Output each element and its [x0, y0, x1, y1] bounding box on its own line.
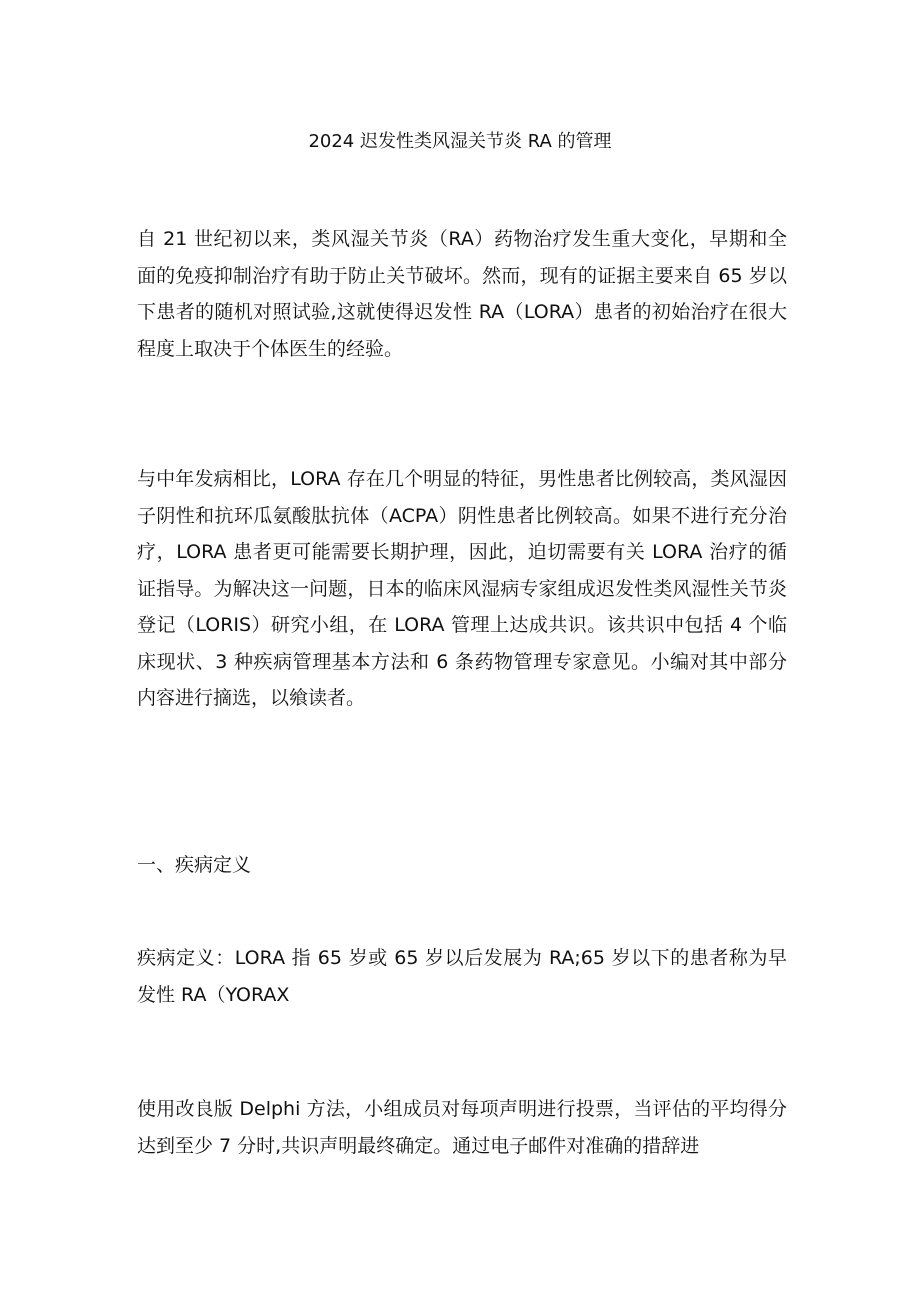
features-paragraph: 与中年发病相比，LORA 存在几个明显的特征，男性患者比例较高，类风湿因子阴性和抗环瓜氨酸肽抗体（ACPA）阴性患者比例较高。如果不进行充分治疗，LORA 患者更可能需要长期护理，因此，迫切需要有关 LORA 治疗的循证指导。为解决这一问题，日本的临床风湿病专家组成迟发性类风湿性关节炎登记（LORIS）研究小组，在 LORA 管理上达成共识。该共识中包括 4 个临床现状、3 种疾病管理基本方法和 6 条药物管理专家意见。小编对其中部分内容进行摘选，以飨读者。: [137, 468, 787, 709]
intro-paragraph: 自 21 世纪初以来，类风湿关节炎（RA）药物治疗发生重大变化，早期和全面的免疫抑制治疗有助于防止关节破坏。然而，现有的证据主要来自 65 岁以下患者的随机对照试验,这就使得迟发性 RA（LORA）患者的初始治疗在很大程度上取决于个体医生的经验。: [137, 228, 787, 360]
document-title: 2024 迟发性类风湿关节炎 RA 的管理: [308, 131, 612, 152]
section-heading: 一、疾病定义: [137, 854, 252, 876]
definition-paragraph: 疾病定义：LORA 指 65 岁或 65 岁以后发展为 RA;65 岁以下的患者称为早发性 RA（YORAX: [137, 947, 787, 1006]
method-paragraph: 使用改良版 Delphi 方法，小组成员对每项声明进行投票，当评估的平均得分达到至少 7 分时,共识声明最终确定。通过电子邮件对准确的措辞进: [137, 1098, 787, 1157]
